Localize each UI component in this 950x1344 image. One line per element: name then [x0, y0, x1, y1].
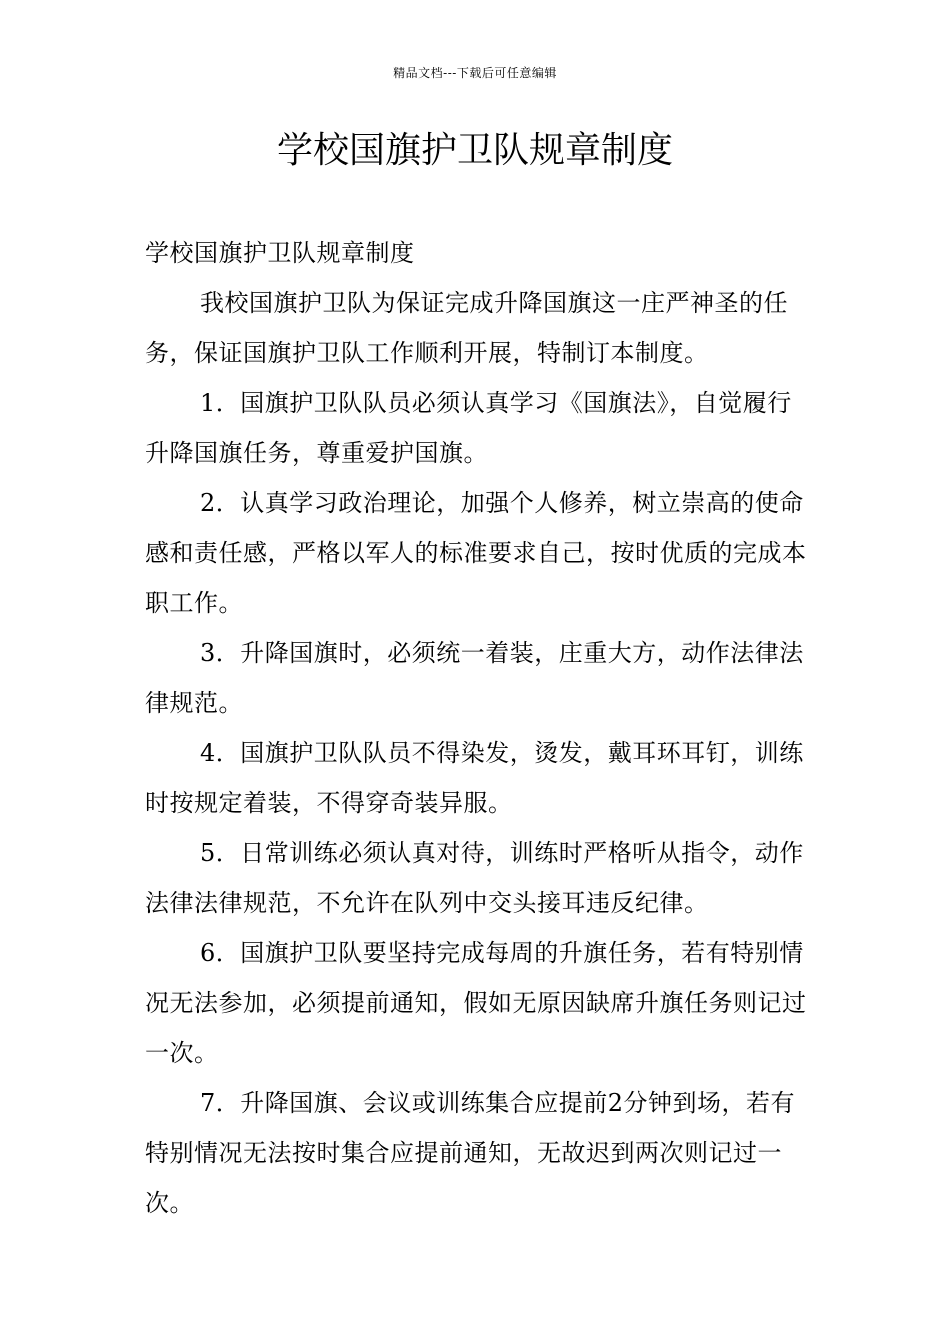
- rule-item-4: 4．国旗护卫队队员不得染发，烫发，戴耳环耳钉，训练时按规定着装，不得穿奇装异服。: [145, 739, 804, 817]
- document-title: 学校国旗护卫队规章制度: [276, 130, 673, 171]
- intro-paragraph: 我校国旗护卫队为保证完成升降国旗这一庄严神圣的任务，保证国旗护卫队工作顺利开展，特制订本制度。: [145, 289, 788, 367]
- rule-item-6: 6．国旗护卫队要坚持完成每周的升旗任务，若有特别情况无法参加，必须提前通知，假如无原因缺席升旗任务则记过一次。: [145, 939, 807, 1067]
- rule-item-2: 2．认真学习政治理论，加强个人修养，树立崇高的使命感和责任感，严格以军人的标准要求自己，按时优质的完成本职工作。: [145, 489, 807, 617]
- rule-item-7: 7．升降国旗、会议或训练集合应提前2分钟到场，若有特别情况无法按时集合应提前通知，无故迟到两次则记过一次。: [145, 1089, 796, 1217]
- rule-item-1: 1．国旗护卫队队员必须认真学习《国旗法》，自觉履行升降国旗任务，尊重爱护国旗。: [145, 389, 792, 467]
- header-note: 精品文档---下载后可任意编辑: [393, 66, 557, 80]
- rule-item-5: 5．日常训练必须认真对待，训练时严格听从指令，动作法律法律规范，不允许在队列中交头接耳违反纪律。: [145, 839, 804, 917]
- rule-item-3: 3．升降国旗时，必须统一着装，庄重大方，动作法律法律规范。: [145, 639, 804, 717]
- document-body: [145, 228, 807, 1228]
- document-subtitle: 学校国旗护卫队规章制度: [145, 239, 415, 267]
